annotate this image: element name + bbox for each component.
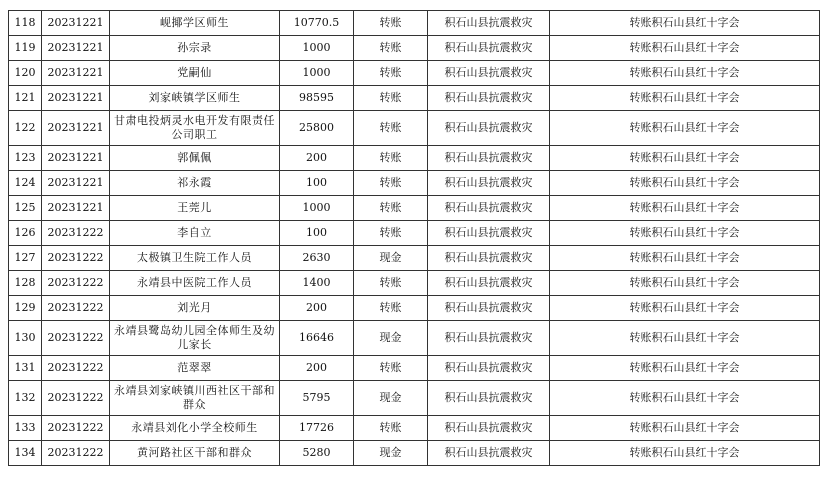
- table-row: [9, 356, 820, 381]
- table-row: [9, 196, 820, 221]
- payment-method-cell: 现金: [354, 441, 428, 466]
- donor-cell: 党嗣仙: [110, 61, 280, 86]
- amount-cell: 98595: [280, 86, 354, 111]
- row-number-cell: 123: [9, 146, 42, 171]
- date-cell: 20231221: [42, 171, 110, 196]
- date-cell: 20231221: [42, 146, 110, 171]
- donor-cell: 永靖县刘家峡镇川西社区干部和群众: [110, 381, 280, 416]
- payment-method-cell: 转账: [354, 196, 428, 221]
- table-row: [9, 221, 820, 246]
- purpose-cell: 积石山县抗震救灾: [428, 221, 550, 246]
- row-number-cell: 122: [9, 111, 42, 146]
- table-row: [9, 61, 820, 86]
- donation-table-body: [9, 11, 820, 466]
- note-cell: 转账积石山县红十字会: [550, 11, 820, 36]
- purpose-cell: 积石山县抗震救灾: [428, 416, 550, 441]
- date-cell: 20231221: [42, 11, 110, 36]
- donor-cell: 黄河路社区干部和群众: [110, 441, 280, 466]
- row-number-cell: 127: [9, 246, 42, 271]
- purpose-cell: 积石山县抗震救灾: [428, 246, 550, 271]
- payment-method-cell: 转账: [354, 356, 428, 381]
- donor-cell: 太极镇卫生院工作人员: [110, 246, 280, 271]
- purpose-cell: 积石山县抗震救灾: [428, 36, 550, 61]
- amount-cell: 25800: [280, 111, 354, 146]
- amount-cell: 100: [280, 171, 354, 196]
- date-cell: 20231221: [42, 86, 110, 111]
- table-row: [9, 271, 820, 296]
- table-row: [9, 111, 820, 146]
- donor-cell: 甘肃电投炳灵水电开发有限责任公司职工: [110, 111, 280, 146]
- note-cell: 转账积石山县红十字会: [550, 86, 820, 111]
- donor-cell: 岘揶学区师生: [110, 11, 280, 36]
- row-number-cell: 131: [9, 356, 42, 381]
- donor-cell: 郭佩佩: [110, 146, 280, 171]
- purpose-cell: 积石山县抗震救灾: [428, 441, 550, 466]
- note-cell: 转账积石山县红十字会: [550, 171, 820, 196]
- table-row: [9, 441, 820, 466]
- purpose-cell: 积石山县抗震救灾: [428, 296, 550, 321]
- purpose-cell: 积石山县抗震救灾: [428, 196, 550, 221]
- payment-method-cell: 转账: [354, 86, 428, 111]
- row-number-cell: 128: [9, 271, 42, 296]
- row-number-cell: 133: [9, 416, 42, 441]
- payment-method-cell: 转账: [354, 36, 428, 61]
- amount-cell: 1000: [280, 61, 354, 86]
- date-cell: 20231221: [42, 36, 110, 61]
- payment-method-cell: 现金: [354, 246, 428, 271]
- payment-method-cell: 现金: [354, 381, 428, 416]
- donor-cell: 李自立: [110, 221, 280, 246]
- row-number-cell: 125: [9, 196, 42, 221]
- amount-cell: 17726: [280, 416, 354, 441]
- amount-cell: 5795: [280, 381, 354, 416]
- payment-method-cell: 转账: [354, 111, 428, 146]
- purpose-cell: 积石山县抗震救灾: [428, 146, 550, 171]
- donor-cell: 永靖县鹭岛幼儿园全体师生及幼儿家长: [110, 321, 280, 356]
- amount-cell: 16646: [280, 321, 354, 356]
- row-number-cell: 121: [9, 86, 42, 111]
- amount-cell: 200: [280, 296, 354, 321]
- donor-cell: 刘光月: [110, 296, 280, 321]
- donor-cell: 刘家峡镇学区师生: [110, 86, 280, 111]
- note-cell: 转账积石山县红十字会: [550, 111, 820, 146]
- purpose-cell: 积石山县抗震救灾: [428, 86, 550, 111]
- row-number-cell: 130: [9, 321, 42, 356]
- payment-method-cell: 转账: [354, 61, 428, 86]
- date-cell: 20231222: [42, 416, 110, 441]
- amount-cell: 200: [280, 356, 354, 381]
- amount-cell: 1000: [280, 36, 354, 61]
- purpose-cell: 积石山县抗震救灾: [428, 11, 550, 36]
- purpose-cell: 积石山县抗震救灾: [428, 271, 550, 296]
- row-number-cell: 126: [9, 221, 42, 246]
- amount-cell: 1400: [280, 271, 354, 296]
- row-number-cell: 124: [9, 171, 42, 196]
- payment-method-cell: 转账: [354, 416, 428, 441]
- table-row: [9, 171, 820, 196]
- donation-table: [8, 10, 820, 466]
- table-row: [9, 321, 820, 356]
- note-cell: 转账积石山县红十字会: [550, 36, 820, 61]
- note-cell: 转账积石山县红十字会: [550, 381, 820, 416]
- date-cell: 20231222: [42, 221, 110, 246]
- date-cell: 20231222: [42, 246, 110, 271]
- note-cell: 转账积石山县红十字会: [550, 321, 820, 356]
- note-cell: 转账积石山县红十字会: [550, 441, 820, 466]
- amount-cell: 100: [280, 221, 354, 246]
- table-row: [9, 416, 820, 441]
- note-cell: 转账积石山县红十字会: [550, 61, 820, 86]
- amount-cell: 10770.5: [280, 11, 354, 36]
- table-row: [9, 296, 820, 321]
- payment-method-cell: 转账: [354, 296, 428, 321]
- purpose-cell: 积石山县抗震救灾: [428, 321, 550, 356]
- row-number-cell: 132: [9, 381, 42, 416]
- row-number-cell: 119: [9, 36, 42, 61]
- donor-cell: 王莞儿: [110, 196, 280, 221]
- purpose-cell: 积石山县抗震救灾: [428, 171, 550, 196]
- payment-method-cell: 转账: [354, 11, 428, 36]
- table-row: [9, 246, 820, 271]
- amount-cell: 200: [280, 146, 354, 171]
- date-cell: 20231221: [42, 111, 110, 146]
- date-cell: 20231222: [42, 381, 110, 416]
- date-cell: 20231221: [42, 196, 110, 221]
- purpose-cell: 积石山县抗震救灾: [428, 111, 550, 146]
- payment-method-cell: 转账: [354, 271, 428, 296]
- donor-cell: 永靖县刘化小学全校师生: [110, 416, 280, 441]
- row-number-cell: 118: [9, 11, 42, 36]
- note-cell: 转账积石山县红十字会: [550, 271, 820, 296]
- purpose-cell: 积石山县抗震救灾: [428, 381, 550, 416]
- row-number-cell: 134: [9, 441, 42, 466]
- payment-method-cell: 转账: [354, 146, 428, 171]
- note-cell: 转账积石山县红十字会: [550, 146, 820, 171]
- note-cell: 转账积石山县红十字会: [550, 296, 820, 321]
- note-cell: 转账积石山县红十字会: [550, 356, 820, 381]
- donor-cell: 范翠翠: [110, 356, 280, 381]
- table-row: [9, 36, 820, 61]
- purpose-cell: 积石山县抗震救灾: [428, 61, 550, 86]
- amount-cell: 2630: [280, 246, 354, 271]
- date-cell: 20231222: [42, 356, 110, 381]
- donor-cell: 孙宗录: [110, 36, 280, 61]
- table-row: [9, 11, 820, 36]
- date-cell: 20231222: [42, 321, 110, 356]
- amount-cell: 5280: [280, 441, 354, 466]
- date-cell: 20231222: [42, 271, 110, 296]
- table-row: [9, 146, 820, 171]
- note-cell: 转账积石山县红十字会: [550, 246, 820, 271]
- table-row: [9, 381, 820, 416]
- donation-table-container: [8, 10, 820, 466]
- note-cell: 转账积石山县红十字会: [550, 416, 820, 441]
- row-number-cell: 129: [9, 296, 42, 321]
- payment-method-cell: 转账: [354, 221, 428, 246]
- row-number-cell: 120: [9, 61, 42, 86]
- payment-method-cell: 现金: [354, 321, 428, 356]
- date-cell: 20231221: [42, 61, 110, 86]
- date-cell: 20231222: [42, 441, 110, 466]
- amount-cell: 1000: [280, 196, 354, 221]
- note-cell: 转账积石山县红十字会: [550, 196, 820, 221]
- date-cell: 20231222: [42, 296, 110, 321]
- note-cell: 转账积石山县红十字会: [550, 221, 820, 246]
- donor-cell: 永靖县中医院工作人员: [110, 271, 280, 296]
- payment-method-cell: 转账: [354, 171, 428, 196]
- purpose-cell: 积石山县抗震救灾: [428, 356, 550, 381]
- table-row: [9, 86, 820, 111]
- donor-cell: 祁永霞: [110, 171, 280, 196]
